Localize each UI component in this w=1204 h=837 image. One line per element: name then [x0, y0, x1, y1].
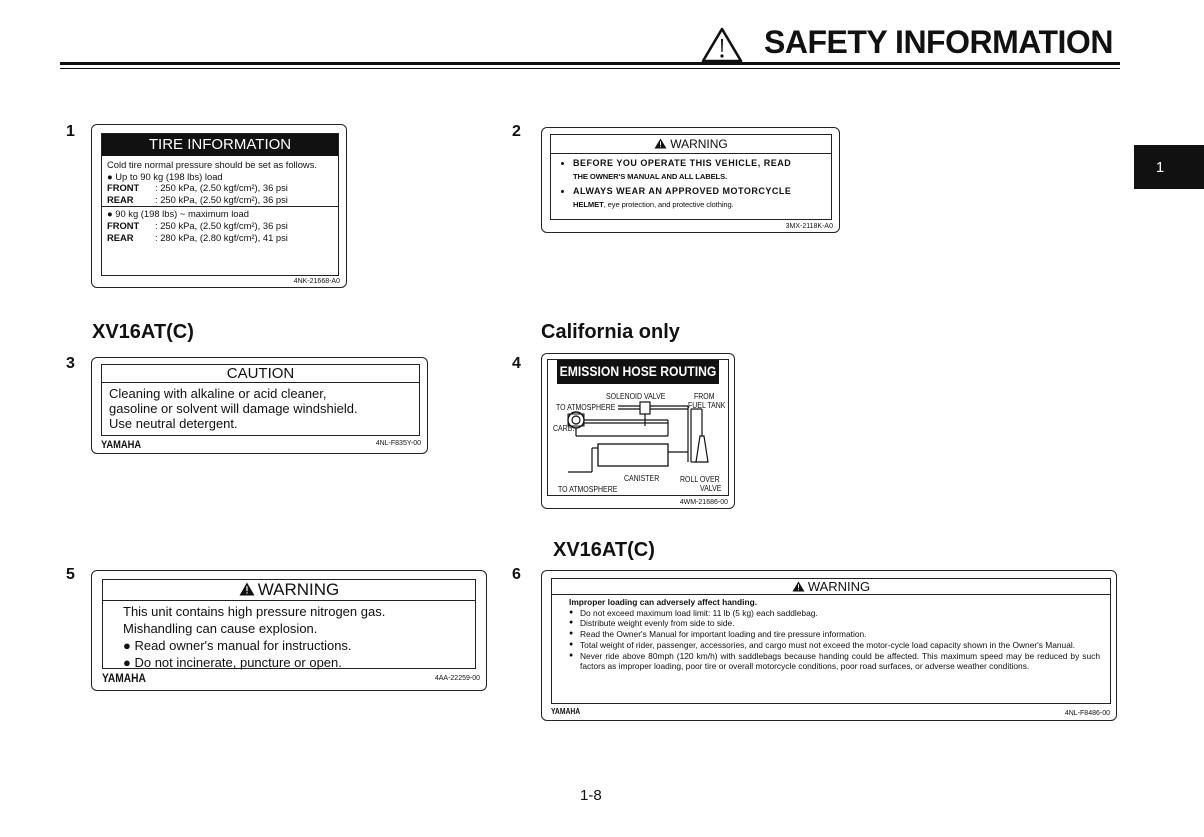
to-atmosphere-text-1: TO ATMOSPHERE — [556, 402, 616, 412]
loading-warning-code: 4NL-F8486-00 — [1064, 710, 1110, 717]
loading-warning-bullet-5: ● Never ride above 80mph (120 km/h) with saddlebags because handing could be affected. This maximum speed may be reduced by such factors as improper loading, poor tire or overall motorcycle conditions, poor road surfaces, or adverse weather conditions. — [569, 651, 1100, 672]
operator-warning-item-2-helmet: HELMET — [573, 200, 604, 209]
label-number-4: 4 — [512, 355, 521, 372]
warning-triangle-icon — [654, 138, 667, 149]
tire-label-code: 4NK-21668-A0 — [293, 278, 340, 285]
label-number-1: 1 — [66, 123, 75, 140]
tire-divider — [102, 206, 338, 207]
operator-warning-item-1 — [573, 157, 831, 183]
tire-group2-front-value: : 250 kPa, (2.50 kgf/cm²), 36 psi — [155, 219, 288, 231]
operator-warning-item-2-rest: , eye protection, and protective clothing. — [603, 200, 734, 209]
loading-warning-panel — [551, 578, 1111, 704]
tire-information-heading: TIRE INFORMATION — [102, 134, 338, 156]
fuel-tank-text: FUEL TANK — [688, 400, 726, 410]
carb-text: CARB. — [553, 423, 575, 433]
windshield-caution-heading: CAUTION — [102, 365, 419, 383]
rollover-text-2: VALVE — [700, 483, 722, 493]
loading-warning-heading — [552, 579, 1110, 595]
nitrogen-warning-label — [91, 570, 487, 691]
emission-label-code: 4WM-21686-00 — [679, 499, 728, 506]
tire-group1-front-value: : 250 kPa, (2.50 kgf/cm²), 36 psi — [155, 182, 288, 194]
section-title-xv16atc-2: XV16AT(C) — [553, 539, 655, 561]
operator-warning-item-1-rest: THE OWNER'S MANUAL AND ALL LABELS. — [573, 172, 728, 181]
loading-warning-bullet-2: ● Distribute weight evenly from side to side. — [569, 618, 1100, 629]
loading-warning-lead: Improper loading can adversely affect handing. — [569, 597, 758, 607]
section-title-california: California only — [541, 321, 680, 343]
operator-warning-label — [541, 127, 840, 233]
tire-information-label — [91, 124, 347, 288]
tire-intro-text: Cold tire normal pressure should be set as follows. — [107, 159, 317, 170]
label-number-5: 5 — [66, 566, 75, 583]
solenoid-valve-text: SOLENOID VALVE — [606, 391, 666, 401]
operator-warning-item-1-bold: BEFORE YOU OPERATE THIS VEHICLE, READ — [573, 158, 792, 168]
label-number-2: 2 — [512, 123, 521, 140]
to-atmosphere-text-2: TO ATMOSPHERE — [558, 484, 618, 494]
loading-warning-heading-text: WARNING — [807, 579, 871, 594]
operator-warning-item-2-bold: ALWAYS WEAR AN APPROVED MOTORCYCLE — [573, 186, 792, 196]
yamaha-brand-logo: YAMAHA — [101, 439, 142, 451]
nitrogen-warning-heading-text: WARNING — [257, 580, 340, 599]
nitrogen-warning-heading — [103, 580, 475, 601]
windshield-caution-line-1: Cleaning with alkaline or acid cleaner, — [109, 386, 327, 401]
nitrogen-warning-line-1: This unit contains high pressure nitrogen gas. — [123, 604, 386, 619]
operator-warning-item-2 — [573, 185, 831, 211]
rollover-text-1: ROLL OVER — [680, 474, 720, 484]
loading-warning-bullet-1: ● Do not exceed maximum load limit: 11 lb (5 kg) each saddlebag. — [569, 608, 1100, 619]
tire-group2-rear-value: : 280 kPa, (2.80 kgf/cm²), 41 psi — [155, 231, 288, 243]
tire-group2-rear-key: REAR — [107, 231, 134, 243]
windshield-caution-line-2: gasoline or solvent will damage windshield. — [109, 401, 358, 416]
section-title-xv16atc: XV16AT(C) — [92, 321, 194, 343]
tire-group1-title: ● Up to 90 kg (198 lbs) load — [107, 170, 223, 182]
operator-warning-panel — [550, 134, 832, 220]
warning-triangle-icon — [700, 26, 744, 64]
operator-warning-heading — [551, 135, 831, 154]
tire-information-panel — [101, 133, 339, 276]
operator-warning-heading-text: WARNING — [670, 137, 728, 151]
tire-group2-title: ● 90 kg (198 lbs) ~ maximum load — [107, 208, 249, 220]
header-rule-thin — [60, 68, 1120, 69]
from-text: FROM — [694, 391, 715, 401]
chapter-tab — [1134, 145, 1204, 189]
windshield-caution-label — [91, 357, 428, 454]
page-title: SAFETY INFORMATION — [764, 24, 1113, 60]
loading-warning-label — [541, 570, 1117, 721]
windshield-caution-line-3: Use neutral detergent. — [109, 416, 238, 431]
yamaha-brand-logo: YAMAHA — [551, 707, 581, 716]
operator-warning-code: 3MX-2118K-A0 — [785, 223, 833, 230]
tire-group1-rear-key: REAR — [107, 193, 134, 205]
canister-text: CANISTER — [624, 473, 660, 483]
nitrogen-warning-bullet-2: ● Do not incinerate, puncture or open. — [123, 655, 342, 670]
nitrogen-warning-bullet-1: ● Read owner's manual for instructions. — [123, 638, 352, 653]
yamaha-brand-logo: YAMAHA — [102, 671, 146, 685]
loading-warning-bullet-4: ● Total weight of rider, passenger, accessories, and cargo must not exceed the motor-cycle load capacity shown in the Owner's Manual. — [569, 640, 1100, 651]
chapter-tab-number: 1 — [1155, 158, 1165, 176]
header-rule-thick — [60, 62, 1120, 65]
label-number-3: 3 — [66, 355, 75, 372]
windshield-caution-panel — [101, 364, 420, 436]
loading-warning-bullet-3: ● Read the Owner's Manual for important loading and tire pressure information. — [569, 629, 1100, 640]
tire-group2-front-key: FRONT — [107, 219, 140, 231]
emission-hose-routing-heading: EMISSION HOSE ROUTING — [557, 360, 719, 384]
warning-triangle-icon — [792, 581, 805, 592]
emission-hose-routing-panel — [547, 359, 729, 496]
warning-triangle-icon — [239, 582, 255, 596]
nitrogen-warning-line-2: Mishandling can cause explosion. — [123, 621, 318, 636]
page-header-title — [700, 24, 1120, 64]
tire-group1-front-key: FRONT — [107, 182, 140, 194]
tire-group1-rear-value: : 250 kPa, (2.50 kgf/cm²), 36 psi — [155, 193, 288, 205]
nitrogen-warning-panel — [102, 579, 476, 669]
nitrogen-warning-code: 4AA-22259-00 — [434, 675, 480, 682]
windshield-caution-code: 4NL-F835Y-00 — [375, 440, 421, 447]
emission-hose-routing-label — [541, 353, 735, 509]
label-number-6: 6 — [512, 566, 521, 583]
page-number: 1-8 — [580, 787, 602, 804]
